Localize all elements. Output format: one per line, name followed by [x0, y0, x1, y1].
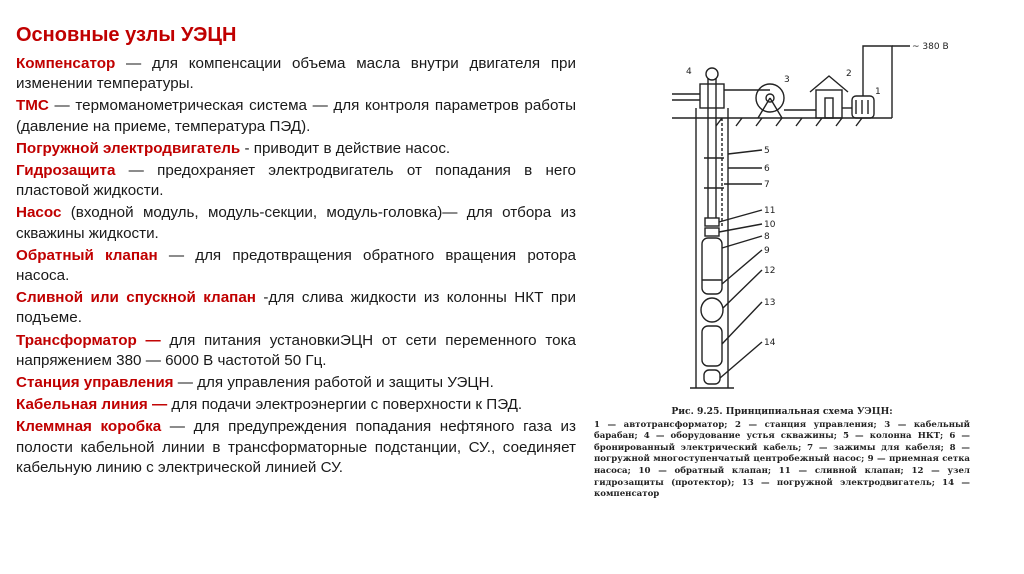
item-tms	[16, 96, 576, 136]
control-station	[816, 90, 842, 118]
label-7: 7	[764, 180, 770, 190]
term: Погружной электродвигатель	[16, 139, 241, 157]
label-11: 11	[764, 206, 776, 216]
definition: для подачи электроэнергии с поверхности к ПЭД.	[167, 396, 523, 414]
caption-title: Рис. 9.25. Принципиальная схема УЭЦН:	[671, 406, 893, 417]
wellhead-gauge	[706, 68, 718, 80]
term: Компенсатор	[16, 55, 116, 72]
definition: для питания установкиЭЦН от сети переменного тока напряжением 380 — 6000 В частотой 50 Гц.	[16, 331, 576, 369]
item-junction-box	[16, 417, 576, 478]
check-valve	[705, 228, 719, 236]
label-14: 14	[764, 338, 776, 348]
item-drain-valve	[16, 288, 576, 328]
item-transformer	[16, 331, 576, 371]
item-pump	[16, 203, 576, 243]
definition: (входной модуль, модуль-секции, модуль-головка)— для отбора из скважины жидкости.	[16, 204, 576, 242]
definition: — для предотвращения обратного вращения ротора насоса.	[16, 246, 577, 285]
definition: -для слива жидкости из колонны НКТ при подъеме.	[16, 289, 576, 327]
definition: — предохраняет электродвигатель от попадания в него пластовой жидкости.	[16, 162, 576, 200]
term: Кабельная линия —	[16, 396, 168, 414]
label-12: 12	[764, 266, 776, 276]
label-5: 5	[764, 146, 770, 156]
label-3: 3	[784, 75, 790, 85]
wellhead	[700, 84, 724, 108]
term: Обратный клапан	[16, 246, 158, 264]
esp-schematic-drawing	[592, 38, 972, 408]
definition: — для управления работой и защиты УЭЦН.	[173, 374, 494, 392]
slide-title: Основные узлы УЭЦН	[16, 24, 237, 46]
item-compensator	[16, 54, 576, 94]
term: Гидрозащита	[16, 162, 116, 180]
term: Насос	[16, 204, 62, 222]
label-1: 1	[875, 87, 881, 97]
label-2: 2	[846, 69, 852, 79]
item-cable-line	[16, 395, 576, 415]
item-motor	[16, 139, 576, 159]
label-10: 10	[764, 220, 776, 230]
item-protector	[16, 161, 576, 201]
drain-valve	[705, 218, 719, 226]
term: Станция управления	[16, 374, 174, 392]
item-check-valve	[16, 246, 576, 286]
figure-caption	[594, 406, 970, 501]
term: Трансформатор —	[16, 331, 161, 349]
label-4: 4	[686, 67, 692, 77]
label-9: 9	[764, 246, 770, 256]
protector	[701, 298, 723, 322]
label-13: 13	[764, 298, 776, 308]
definition: — для предупреждения попадания нефтяного газа из полости кабельной линии в трансформаторные подстанции, СУ., соединяет кабельную линию с электрической линией СУ.	[16, 418, 577, 476]
caption-legend: 1 — автотрансформатор; 2 — станция управления; 3 — кабельный барабан; 4 — оборудование устья скважины; 5 — колонна НКТ; 6 — бронированный электрический кабель; 7 — зажимы для кабеля; 8 — погружной многоступенчатый центробежный насос; 9 — приемная сетка насоса; 10 — обратный клапан; 11 — сливной клапан; 12 — узел гидрозащиты (протектор); 13 — погружной электродвигатель; 14 — компенсатор	[594, 419, 970, 500]
item-control-station	[16, 373, 576, 393]
term: Клеммная коробка	[16, 418, 162, 436]
term: ТМС	[16, 97, 49, 115]
voltage-label: ~ 380 В	[912, 42, 949, 52]
definition: — термоманометрическая система — для контроля параметров работы (давление на приеме, температура ПЭД).	[16, 97, 576, 135]
compensator	[704, 370, 720, 384]
term: Сливной или спускной клапан	[16, 289, 256, 307]
label-8: 8	[764, 232, 770, 242]
definition: — для компенсации объема масла внутри двигателя при изменении температуры.	[16, 55, 576, 93]
definition: - приводит в действие насос.	[240, 139, 451, 157]
pump	[702, 238, 722, 294]
label-6: 6	[764, 164, 770, 174]
description-list	[16, 54, 576, 480]
motor	[702, 326, 722, 366]
